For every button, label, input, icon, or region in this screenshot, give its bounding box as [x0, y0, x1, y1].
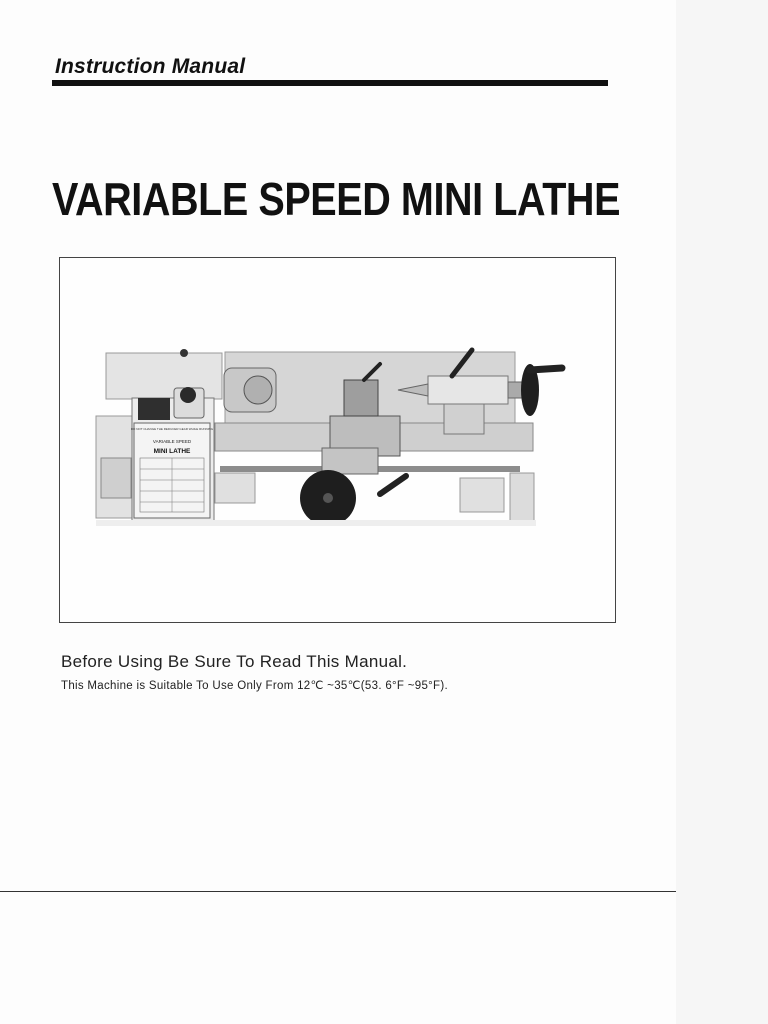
switch-block: [138, 398, 170, 420]
page-bottom-rule: [0, 891, 676, 892]
headstock: [106, 353, 222, 399]
panel-brand-line1: VARIABLE SPEED: [152, 439, 192, 444]
panel-warning-text: DO NOT CHANGE THE REDUCER GEAR WHILE RUNNING: [130, 427, 214, 431]
chip-tray-end: [510, 473, 534, 523]
chuck-face: [244, 376, 272, 404]
foot-right: [460, 478, 504, 512]
header-rule: [52, 80, 608, 86]
apron: [322, 448, 378, 474]
tool-post: [344, 380, 378, 416]
foot-left: [215, 473, 255, 503]
read-manual-notice: Before Using Be Sure To Read This Manual.: [61, 652, 408, 671]
headstock-knob: [180, 349, 188, 357]
product-photo-frame: [59, 257, 616, 623]
tailstock: [428, 376, 508, 404]
speed-knob: [180, 387, 196, 403]
header-title: Instruction Manual: [55, 55, 246, 78]
temperature-notice: This Machine is Suitable To Use Only From 12℃ ~35℃(53. 6°F ~95°F).: [61, 680, 448, 692]
page-title: VARIABLE SPEED MINI LATHE: [52, 173, 621, 225]
lathe-illustration: [60, 258, 615, 622]
cross-slide-handle: [380, 476, 406, 494]
motor-label: [101, 458, 131, 498]
scan-margin: [676, 0, 768, 1024]
panel-brand-line2: MINI LATHE: [153, 448, 191, 455]
